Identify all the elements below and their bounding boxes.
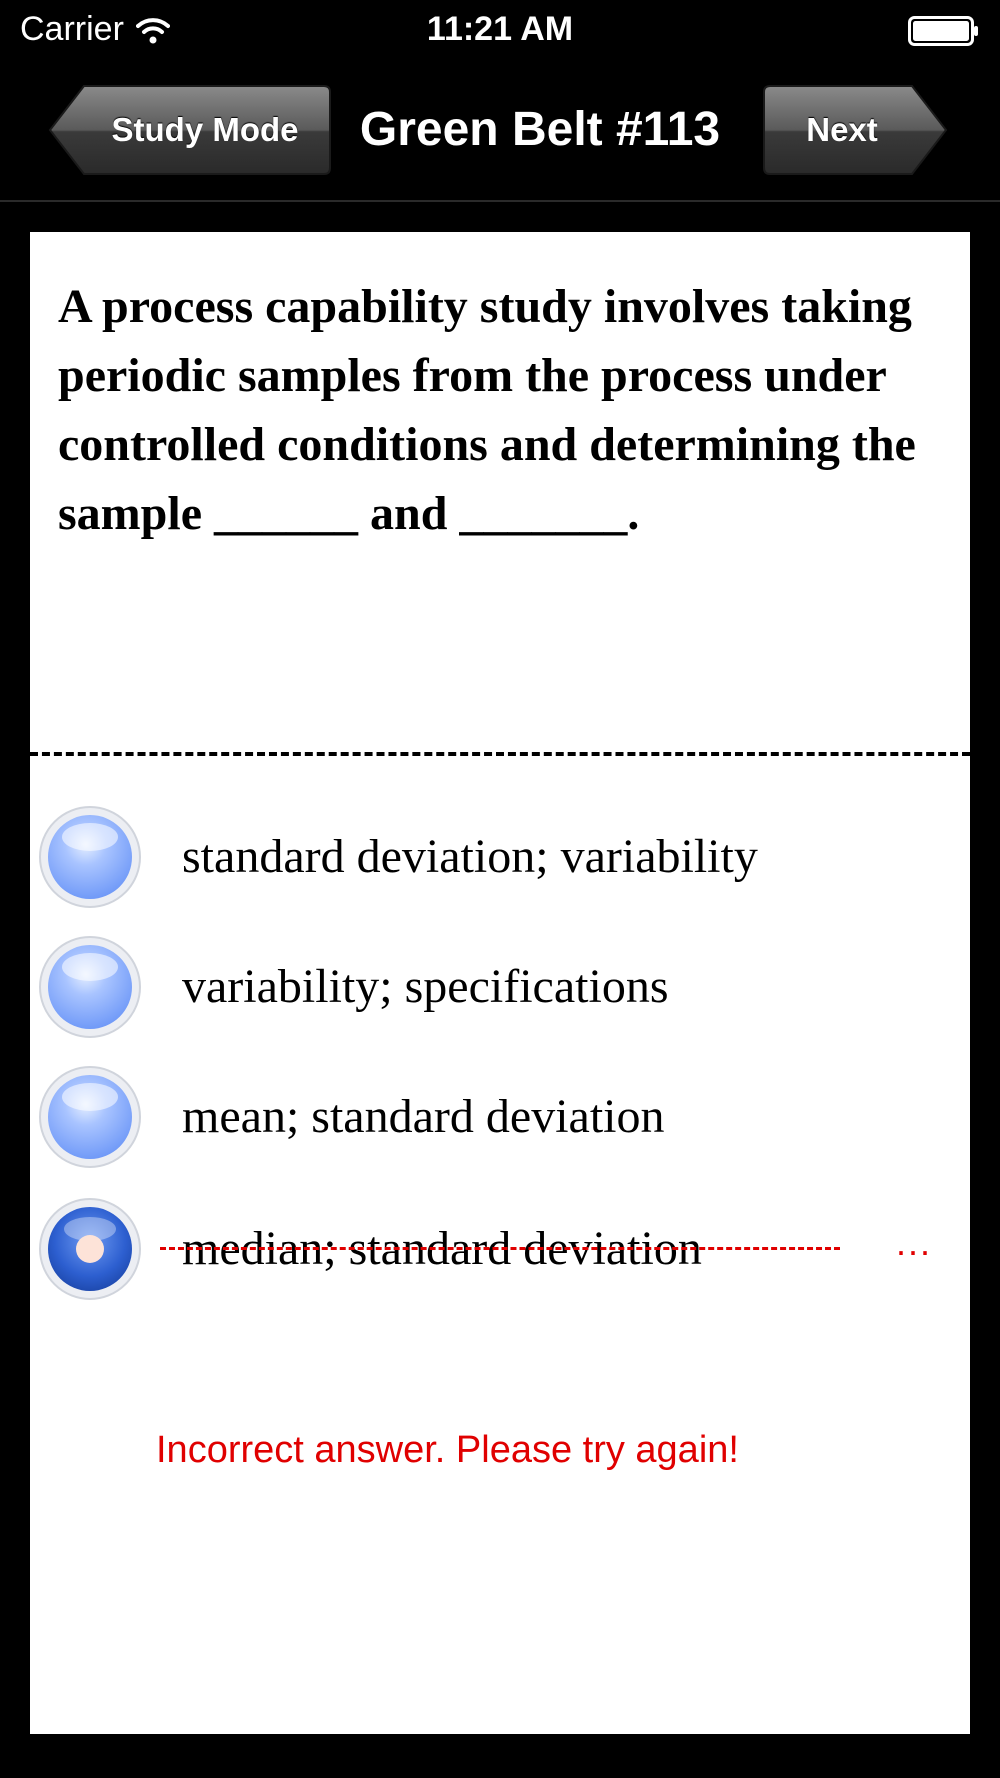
answer-option-selected[interactable] <box>30 1194 970 1304</box>
status-time: 11:21 AM <box>426 10 574 48</box>
answer-option-label: mean; standard deviation <box>182 1090 665 1143</box>
next-button[interactable] <box>762 84 948 176</box>
radio-unselected-icon <box>38 1065 142 1169</box>
back-button-label: Study Mode <box>111 111 299 148</box>
battery-icon <box>908 16 980 46</box>
feedback-message: Incorrect answer. Please try again! <box>156 1429 739 1471</box>
answer-option-label: variability; specifications <box>182 960 669 1013</box>
study-mode-back-button[interactable] <box>48 84 332 176</box>
strikethrough-ellipsis: ... <box>896 1222 933 1263</box>
question-text: A process capability study involves taking periodic samples from the process under controlled conditions and determining the sample ______ and _______. <box>58 280 916 540</box>
radio-selected-icon <box>38 1197 142 1301</box>
status-bar <box>0 0 1000 64</box>
carrier-label: Carrier <box>20 10 124 48</box>
radio-unselected-icon <box>38 935 142 1039</box>
answer-option-label: standard deviation; variability <box>182 830 758 883</box>
question-card <box>30 232 970 1734</box>
page-title: Green Belt #113 <box>359 103 721 156</box>
incorrect-strikethrough <box>160 1247 840 1250</box>
answer-option[interactable] <box>30 1062 970 1172</box>
question-divider <box>30 752 970 756</box>
next-button-label: Next <box>806 111 878 148</box>
answer-option[interactable] <box>30 802 970 912</box>
radio-unselected-icon <box>38 805 142 909</box>
navigation-bar <box>0 64 1000 202</box>
answer-option-label: median; standard deviation <box>182 1222 702 1275</box>
answer-option[interactable] <box>30 932 970 1042</box>
